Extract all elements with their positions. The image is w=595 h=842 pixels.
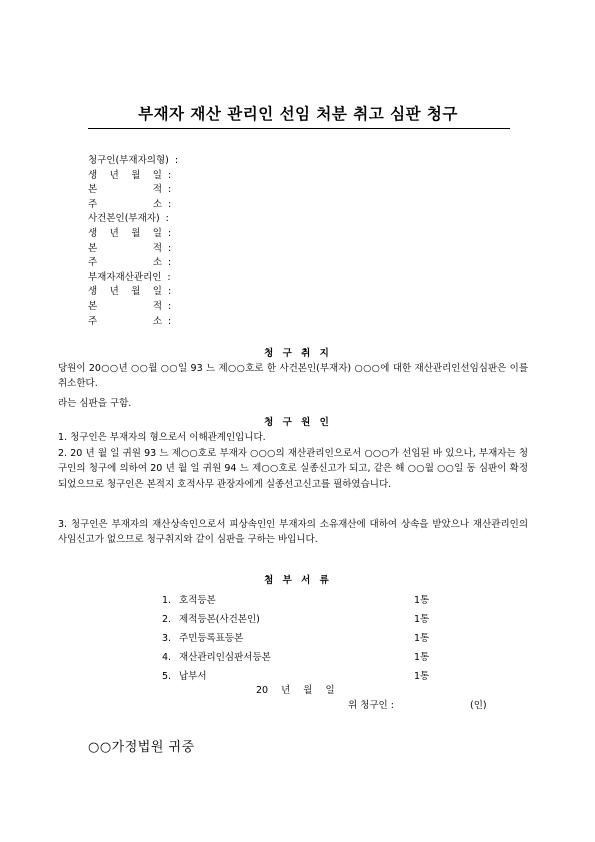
- field-colon: :: [168, 169, 172, 181]
- filing-date: 20 년 월 일: [256, 685, 335, 696]
- purpose-heading: 청 구 취 지: [264, 348, 332, 359]
- attachment-number: 4.: [162, 652, 172, 663]
- attachment-qty: 1통: [414, 671, 430, 682]
- cause-item-2: 2. 20 년 월 일 귀원 93 느 제○○호로 부재자 ○○○의 재산관리인으로서 ○○○가 선임된 바 있으나, 부재자는 청구인의 청구에 의하여 20 년 월 일 귀원 94 느 제○○호로 실종신고가 되고, 같은 해 ○○월 ○○일 동 심판이 확정되었으므로 청구인은 본적지 호적사무 관장자에게 실종선고신고를 필하였습니다.: [58, 448, 528, 490]
- field-label: 주 소: [88, 257, 162, 269]
- seal-mark: (인): [470, 700, 487, 711]
- field-manager-birth: [88, 285, 178, 300]
- attachment-qty: 1통: [414, 633, 430, 644]
- claimant-signature-label: 위 청구인 :: [348, 700, 394, 711]
- field-label: 본 적: [88, 184, 162, 196]
- attachment-number: 2.: [162, 614, 172, 625]
- field-label: 부재자재산관리인: [88, 271, 162, 283]
- cause-item-3: 3. 청구인은 부재자의 재산상속인으로서 피상속인인 부재자의 소유재산에 대하여 상속을 받았으나 재산관리인의 사임신고가 없으므로 청구취지와 같이 심판을 구하는 바입니다.: [58, 519, 528, 546]
- field-label: 본 적: [88, 300, 162, 312]
- field-label: 생 년 월 일: [88, 286, 162, 298]
- field-colon: :: [168, 227, 172, 239]
- field-claimant-birth: [88, 169, 178, 184]
- list-item: [162, 648, 452, 667]
- field-label: 청구인(부재자의형): [88, 155, 169, 166]
- attachment-number: 1.: [162, 595, 172, 606]
- field-colon: :: [165, 213, 169, 225]
- field-label: 생 년 월 일: [88, 169, 162, 181]
- attachment-qty: 1통: [414, 614, 430, 625]
- party-fields: [88, 154, 178, 329]
- field-claimant: [88, 154, 178, 169]
- field-manager: [88, 271, 178, 286]
- court-addressee: ○○가정법원 귀중: [88, 740, 195, 755]
- field-manager-domicile: [88, 300, 178, 315]
- field-colon: :: [168, 184, 172, 196]
- title-underline: [88, 128, 510, 129]
- field-absentee-address: [88, 256, 178, 271]
- attachment-name: 호적등본: [179, 595, 216, 606]
- list-item: [162, 591, 452, 610]
- field-label: 주 소: [88, 315, 162, 327]
- attachment-name: 재산관리인심판서등본: [179, 652, 271, 663]
- attachment-name: 납부서: [179, 671, 207, 682]
- field-claimant-address: [88, 198, 178, 213]
- document-title: 부재자 재산 관리인 선임 처분 취고 심판 청구: [138, 105, 458, 123]
- cause-heading: 청 구 원 인: [264, 417, 332, 428]
- field-colon: :: [168, 257, 172, 269]
- cause-item-1: 1. 청구인은 부재자의 형으로서 이해관계인입니다.: [58, 432, 266, 443]
- field-label: 주 소: [88, 198, 162, 210]
- list-item: [162, 629, 452, 648]
- field-label: 본 적: [88, 242, 162, 254]
- purpose-closing: 라는 심판을 구함.: [58, 398, 132, 409]
- field-colon: :: [168, 242, 172, 254]
- attachment-number: 3.: [162, 633, 172, 644]
- field-colon: :: [168, 198, 172, 210]
- field-manager-address: [88, 315, 178, 330]
- attachment-qty: 1통: [414, 652, 430, 663]
- attachment-name: 제적등본(사건본인): [179, 614, 260, 625]
- field-label: 사건본인(부재자): [88, 213, 160, 225]
- attachment-number: 5.: [162, 671, 172, 682]
- field-absentee-birth: [88, 227, 178, 242]
- field-colon: :: [174, 155, 179, 166]
- attachment-qty: 1통: [414, 595, 430, 606]
- field-colon: :: [168, 315, 172, 327]
- attachments-list: [162, 591, 452, 686]
- field-absentee-domicile: [88, 242, 178, 257]
- field-claimant-domicile: [88, 183, 178, 198]
- field-colon: :: [168, 286, 172, 298]
- field-colon: :: [168, 300, 172, 312]
- field-label: 생 년 월 일: [88, 227, 162, 239]
- attachments-heading: 첨 부 서 류: [264, 575, 332, 586]
- purpose-body: 당원이 20○○년 ○○월 ○○일 93 느 제○○호로 한 사건본인(부재자) ○○○에 대한 재산관리인선임심판은 이를 취소한다.: [58, 363, 528, 390]
- list-item: [162, 610, 452, 629]
- attachment-name: 주민등록표등본: [179, 633, 244, 644]
- field-absentee: [88, 212, 178, 227]
- field-colon: :: [167, 271, 171, 283]
